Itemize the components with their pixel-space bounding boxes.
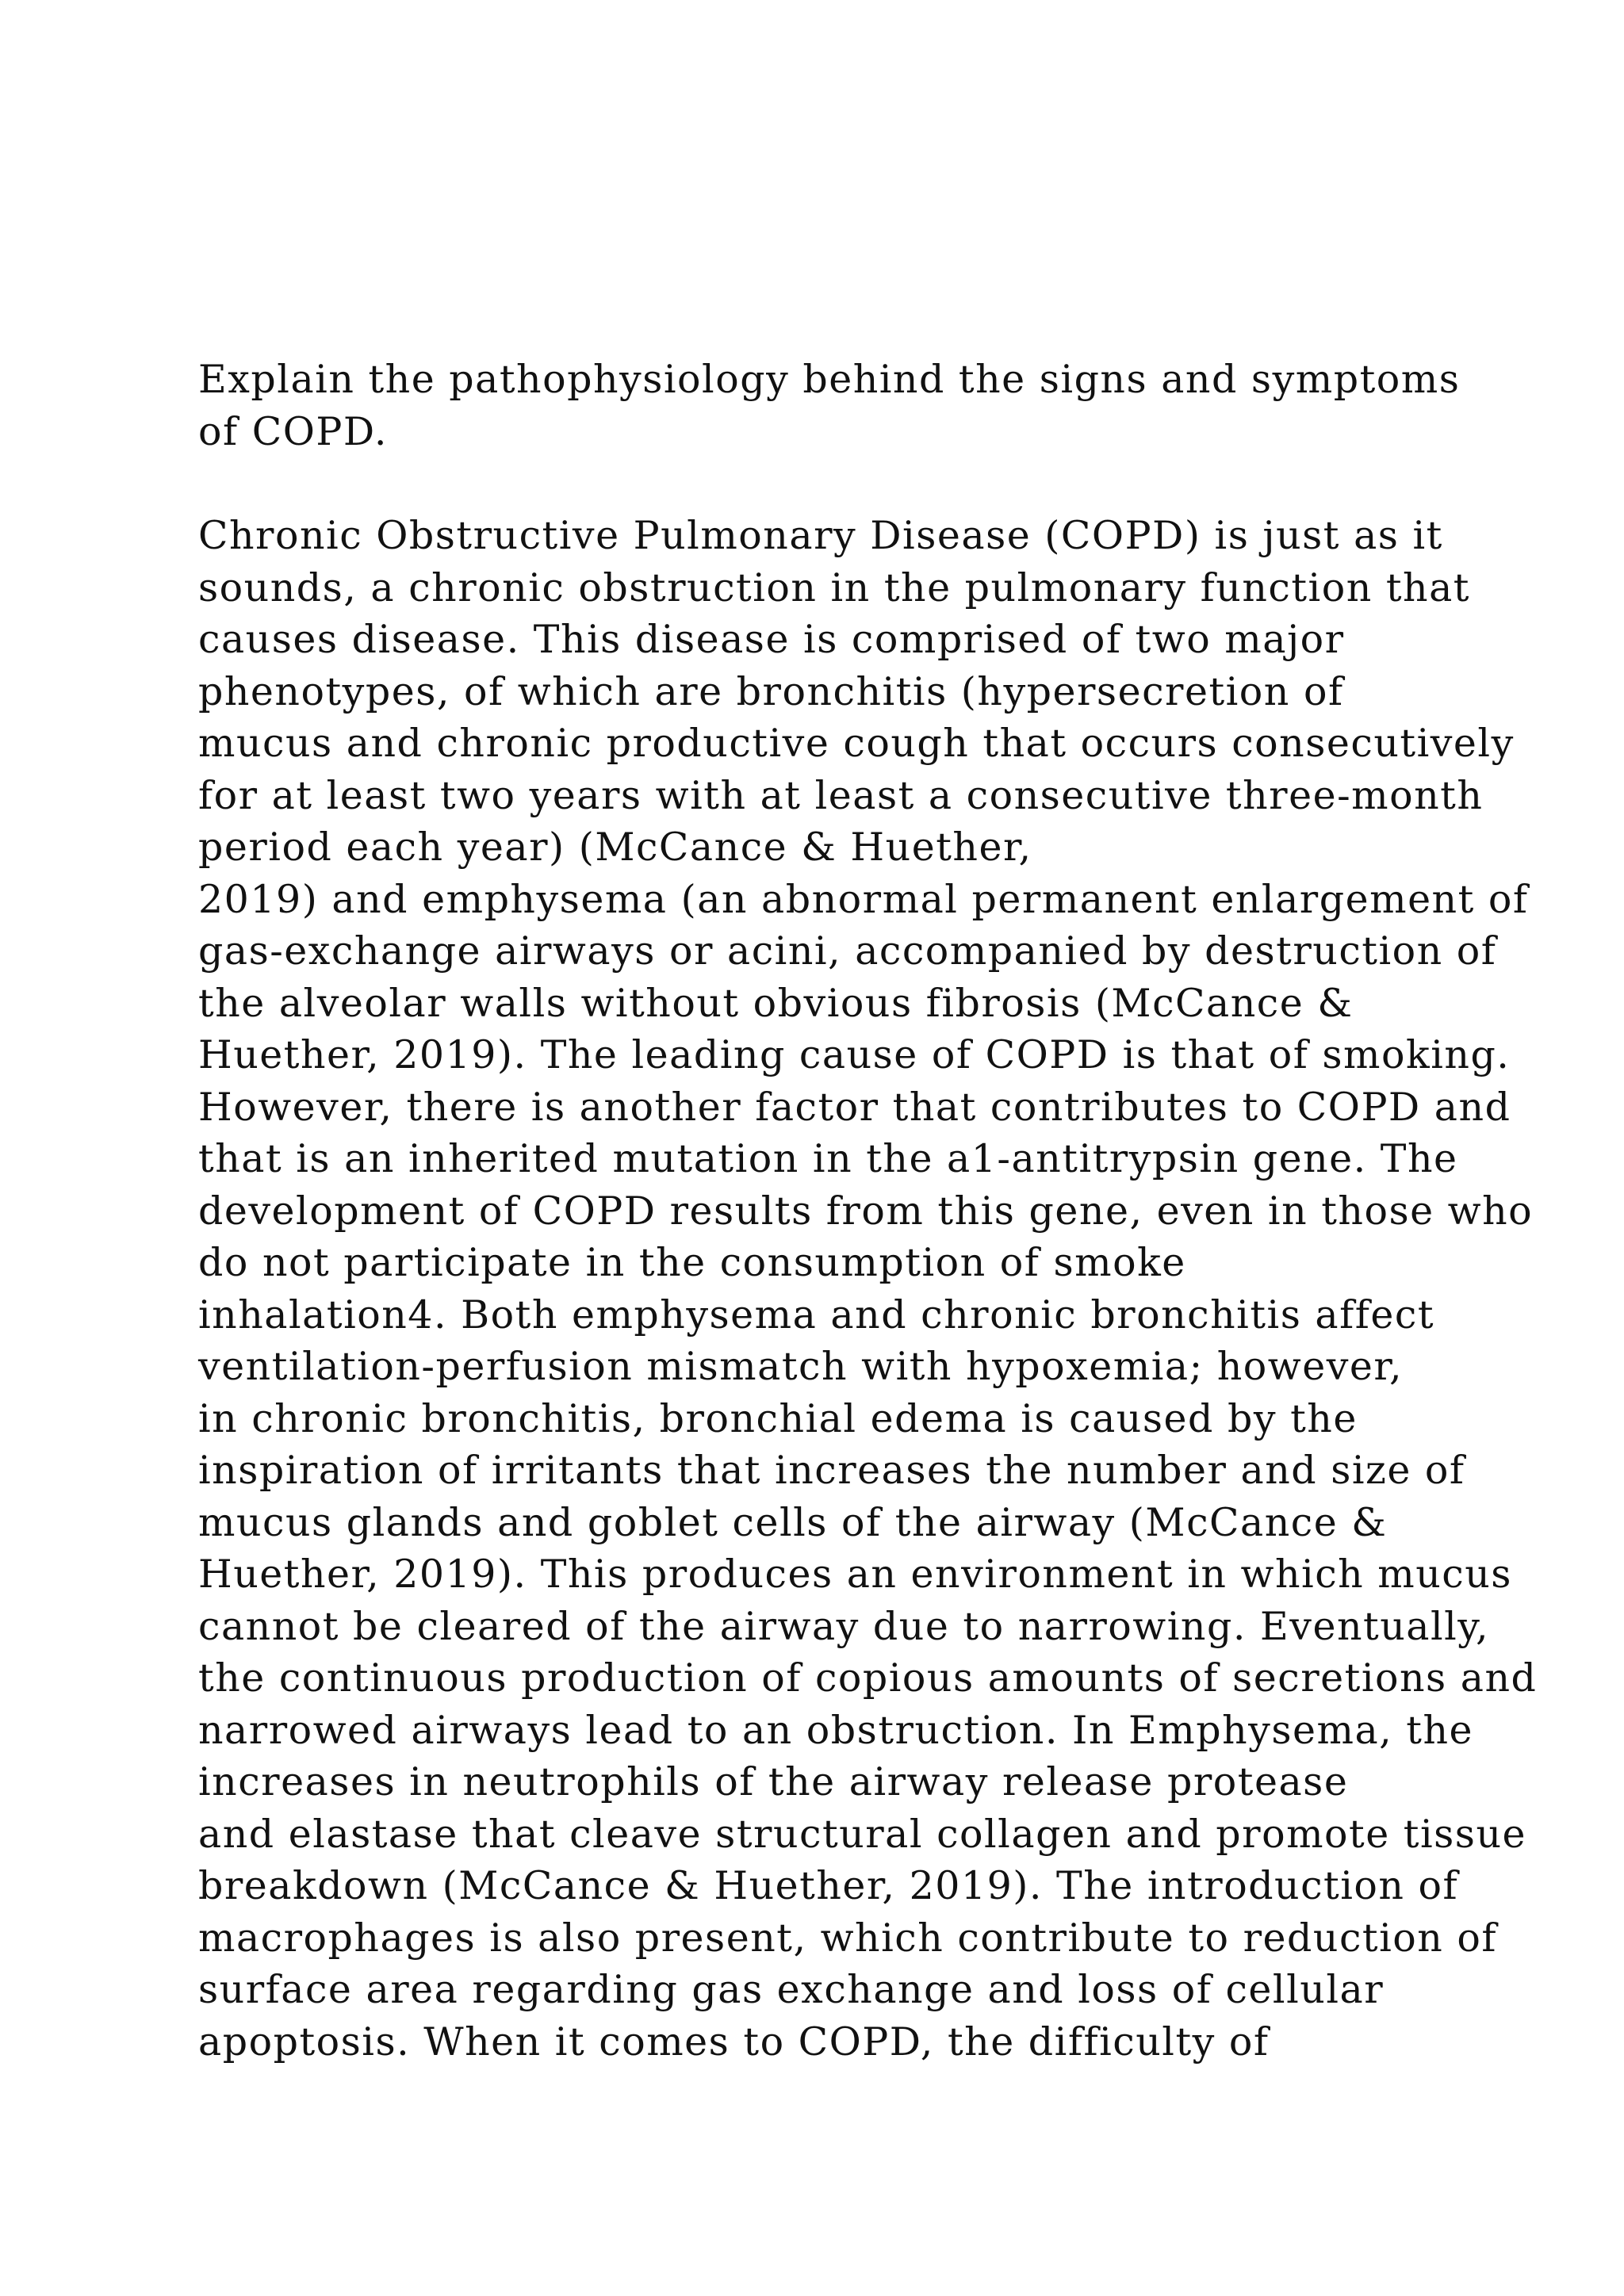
text-line: However, there is another factor that contributes to COPD and — [198, 1084, 1511, 1130]
text-line: narrowed airways lead to an obstruction. In Emphysema, the — [198, 1707, 1474, 1753]
text-line: phenotypes, of which are bronchitis (hypersecretion of — [198, 668, 1344, 714]
answer-paragraph — [198, 510, 1618, 2068]
text-line: Chronic Obstructive Pulmonary Disease (COPD) is just as it — [198, 513, 1443, 558]
text-line: and elastase that cleave structural collagen and promote tissue — [198, 1811, 1527, 1857]
text-line: the alveolar walls without obvious fibrosis (McCance & — [198, 980, 1354, 1026]
text-line: surface area regarding gas exchange and loss of cellular — [198, 1967, 1385, 2012]
text-line: mucus glands and goblet cells of the airway (McCance & — [198, 1499, 1388, 1545]
text-line: the continuous production of copious amounts of secretions and — [198, 1655, 1538, 1701]
text-line: macrophages is also present, which contribute to reduction of — [198, 1915, 1498, 1961]
text-line: causes disease. This disease is comprised of two major — [198, 617, 1345, 662]
text-line: Explain the pathophysiology behind the signs and symptoms — [198, 357, 1461, 402]
text-line: Huether, 2019). This produces an environment in which mucus — [198, 1552, 1512, 1597]
text-line: development of COPD results from this gene, even in those who — [198, 1188, 1534, 1234]
text-line: period each year) (McCance & Huether, — [198, 825, 1032, 870]
text-line: that is an inherited mutation in the a1-antitrypsin gene. The — [198, 1136, 1458, 1181]
text-line: in chronic bronchitis, bronchial edema is caused by the — [198, 1395, 1358, 1441]
text-line: mucus and chronic productive cough that occurs consecutively — [198, 721, 1515, 766]
text-line: for at least two years with at least a consecutive three-month — [198, 772, 1484, 818]
text-line: sounds, a chronic obstruction in the pulmonary function that — [198, 564, 1470, 610]
text-line: 2019) and emphysema (an abnormal permanent enlargement of — [198, 876, 1529, 922]
text-line: breakdown (McCance & Huether, 2019). The introduction of — [198, 1863, 1459, 1908]
text-line: inhalation4. Both emphysema and chronic bronchitis affect — [198, 1292, 1435, 1337]
text-line: ventilation-perfusion mismatch with hypoxemia; however, — [198, 1344, 1404, 1389]
text-line: cannot be cleared of the airway due to narrowing. Eventually, — [198, 1603, 1490, 1649]
text-line: Huether, 2019). The leading cause of COPD is that of smoking. — [198, 1032, 1511, 1077]
text-line: increases in neutrophils of the airway release protease — [198, 1759, 1349, 1804]
text-line: of COPD. — [198, 408, 388, 454]
text-line: gas-exchange airways or acini, accompanied by destruction of — [198, 928, 1497, 974]
question-paragraph — [198, 354, 1618, 457]
text-line: do not participate in the consumption of smoke — [198, 1240, 1186, 1285]
text-line: inspiration of irritants that increases the number and size of — [198, 1448, 1465, 1493]
text-line: apoptosis. When it comes to COPD, the difficulty of — [198, 2019, 1270, 2064]
